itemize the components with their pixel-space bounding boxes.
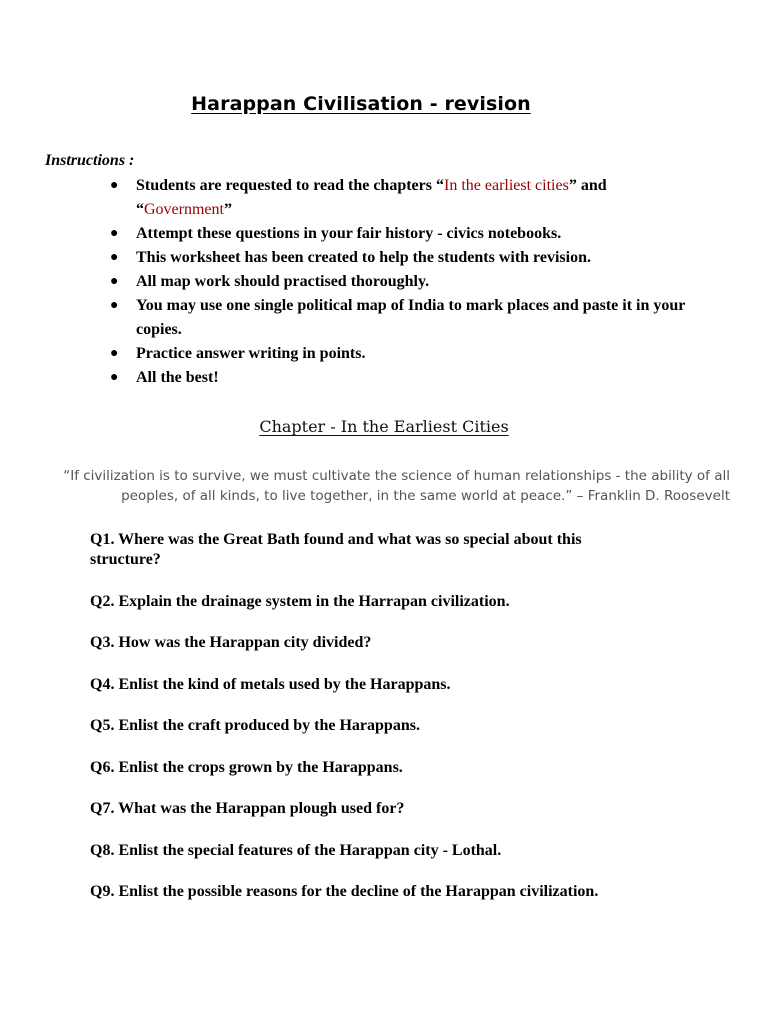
instruction-text: This worksheet has been created to help the students with revision. bbox=[136, 249, 591, 266]
instructions-heading: Instructions : bbox=[45, 152, 135, 169]
instruction-item bbox=[110, 294, 690, 342]
instruction-item bbox=[110, 222, 690, 246]
question-item: Q2. Explain the drainage system in the Harrapan civilization. bbox=[90, 592, 510, 610]
bullet-icon: ● bbox=[110, 178, 119, 193]
question-list bbox=[90, 530, 650, 924]
instruction-text: Students are requested to read the chapters “ bbox=[136, 177, 444, 194]
chapter-heading: Chapter - In the Earliest Cities bbox=[259, 417, 509, 436]
quote: “If civilization is to survive, we must cultivate the science of human relationships - the ability of all peoples, of all kinds, to live together, in the same world at peace.” – Franklin D. Roosevelt bbox=[63, 468, 730, 504]
bullet-icon: ● bbox=[110, 274, 119, 289]
document-title: Harappan Civilisation - revision bbox=[191, 93, 531, 115]
instruction-text: Practice answer writing in points. bbox=[136, 345, 366, 362]
instruction-text: You may use one single political map of India to mark places and paste it in your copies. bbox=[136, 297, 686, 338]
chapter-name-highlight: In the earliest cities bbox=[443, 177, 569, 194]
instruction-text: Attempt these questions in your fair history - civics notebooks. bbox=[136, 225, 562, 242]
instruction-text: ” and “ bbox=[136, 177, 607, 218]
question-item: Q1. Where was the Great Bath found and what was so special about this structure? bbox=[90, 531, 582, 568]
instruction-item bbox=[110, 270, 690, 294]
instructions-list bbox=[110, 174, 690, 390]
bullet-icon: ● bbox=[110, 370, 119, 385]
question-item: Q7. What was the Harappan plough used for? bbox=[90, 800, 405, 817]
question-item: Q3. How was the Harappan city divided? bbox=[90, 634, 372, 651]
question-item: Q8. Enlist the special features of the Harappan city - Lothal. bbox=[90, 841, 502, 859]
instruction-item bbox=[110, 342, 690, 366]
instruction-item bbox=[110, 174, 690, 222]
question-item: Q9. Enlist the possible reasons for the decline of the Harappan civilization. bbox=[90, 883, 599, 900]
bullet-icon: ● bbox=[110, 346, 119, 361]
chapter-name-highlight: Government bbox=[144, 201, 224, 218]
instruction-text: All the best! bbox=[136, 369, 219, 386]
instruction-item bbox=[110, 246, 690, 270]
instruction-item bbox=[110, 366, 690, 390]
bullet-icon: ● bbox=[110, 226, 119, 241]
instruction-text: All map work should practised thoroughly. bbox=[136, 273, 430, 290]
question-item: Q5. Enlist the craft produced by the Harappans. bbox=[90, 717, 420, 734]
bullet-icon: ● bbox=[110, 298, 119, 313]
question-item: Q6. Enlist the crops grown by the Harappans. bbox=[90, 758, 403, 776]
question-item: Q4. Enlist the kind of metals used by the Harappans. bbox=[90, 675, 451, 693]
bullet-icon: ● bbox=[110, 250, 119, 265]
instruction-text: ” bbox=[223, 201, 232, 218]
